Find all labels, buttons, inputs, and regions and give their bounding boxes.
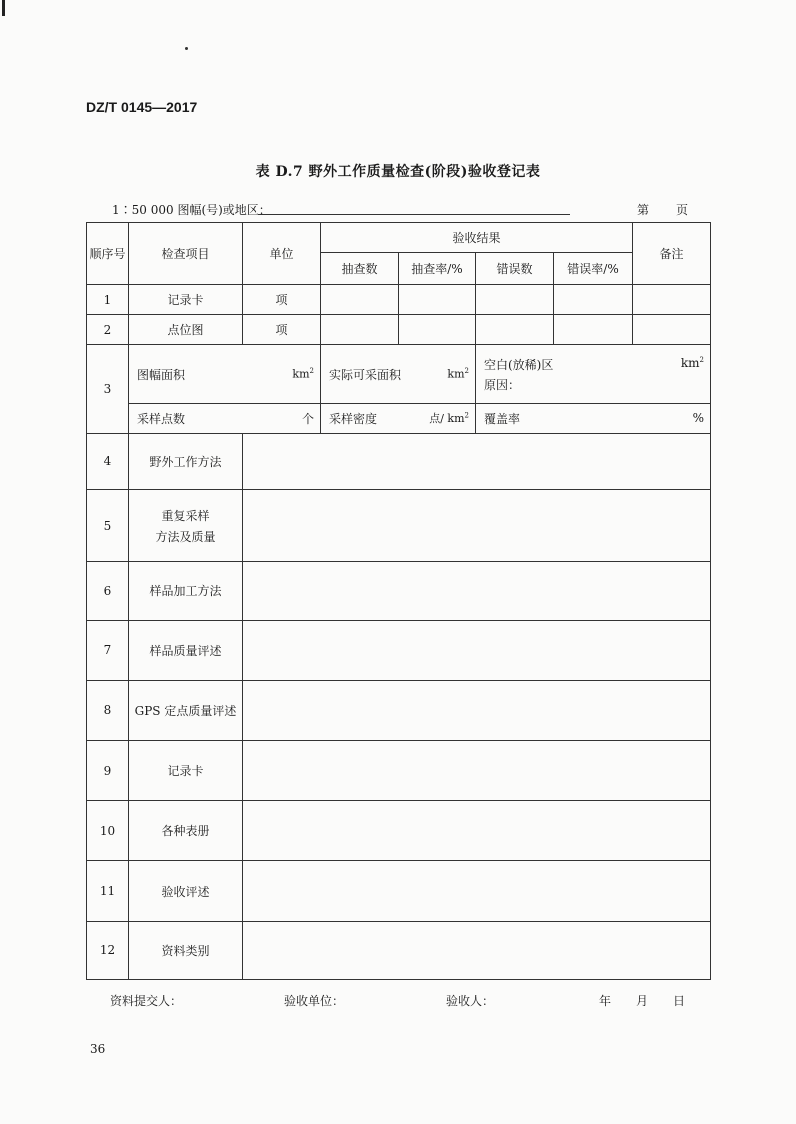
page-label-right: 页 [676,203,689,217]
row-item: 资料类别 [129,921,243,979]
blank-area-label: 空白(放稀)区 [484,357,554,372]
sample-points-label: 采样点数 [137,411,186,426]
table-row-area [87,345,711,403]
row-unit: 项 [243,315,321,345]
table-row [87,285,711,315]
table-row [87,680,711,740]
scan-edge-mark [2,0,5,16]
standard-code: DZ/T 0145—2017 [86,99,198,115]
row-unit: 项 [243,285,321,315]
page-title: 表 D.7 野外工作质量检查(阶段)验收登记表 [255,164,541,180]
cell-error-rate[interactable] [554,315,633,345]
row-number: 7 [87,620,129,680]
row-item: 样品质量评述 [129,620,243,680]
map-area-label: 图幅面积 [137,367,186,382]
coverage-label: 覆盖率 [484,411,521,426]
row-number: 6 [87,562,129,620]
row-content[interactable] [243,861,711,921]
page-label-left: 第 [637,203,650,217]
header-seq: 顺序号 [87,223,129,285]
actual-area-label: 实际可采面积 [329,367,402,382]
acceptance-unit-label: 验收单位： [284,994,345,1008]
scale-area-label: 1∶50 000 图幅(号)或地区： [112,203,271,217]
table-row [87,740,711,800]
reason-label: 原因： [484,377,521,392]
blank-area-unit: $km^2$ [680,355,705,370]
row-item-line2: 方法及质量 [155,529,216,544]
blank-area-cell[interactable] [476,345,711,403]
row-item: GPS 定点质量评述 [129,680,243,740]
row-content[interactable] [243,740,711,800]
row-content[interactable] [243,801,711,861]
table-row [87,921,711,979]
acceptance-register-table [86,222,711,980]
row-item: 验收评述 [129,861,243,921]
sample-density-unit: 点/ $km^2$ [429,411,469,426]
cell-remark[interactable] [633,285,711,315]
page-number: 36 [90,1042,106,1056]
header-sample-count: 抽查数 [321,253,399,285]
coverage-unit: % [692,411,705,426]
map-area-unit: $km^2$ [292,367,314,381]
header-item: 检查项目 [129,223,243,285]
table-row [87,562,711,620]
cell-error-rate[interactable] [554,285,633,315]
row-number: 4 [87,433,129,489]
row-content[interactable] [243,433,711,489]
row-content[interactable] [243,490,711,562]
row-content[interactable] [243,562,711,620]
header-error-count: 错误数 [476,253,554,285]
sample-points-cell[interactable] [129,403,321,433]
day-label: 日 [673,994,686,1008]
row-item: 各种表册 [129,801,243,861]
cell-error-count[interactable] [476,285,554,315]
table-row [87,315,711,345]
scan-dot [185,47,188,50]
table-row [87,801,711,861]
header-sample-rate: 抽查率/% [399,253,476,285]
row-item: 样品加工方法 [129,562,243,620]
row-number: 11 [87,861,129,921]
sample-density-cell[interactable] [321,403,476,433]
coverage-cell[interactable] [476,403,711,433]
cell-sample-rate[interactable] [399,315,476,345]
table-row [87,490,711,562]
table-row [87,620,711,680]
cell-remark[interactable] [633,315,711,345]
row-item: 记录卡 [129,740,243,800]
actual-area-unit: $km^2$ [447,367,469,381]
header-unit: 单位 [243,223,321,285]
sample-points-unit: 个 [301,411,314,426]
row-item: 记录卡 [129,285,243,315]
header-result: 验收结果 [321,223,633,253]
year-label: 年 [599,994,612,1008]
row-content[interactable] [243,620,711,680]
row-number: 1 [87,285,129,315]
row-number: 2 [87,315,129,345]
cell-sample-rate[interactable] [399,285,476,315]
table-row [87,861,711,921]
row-content[interactable] [243,921,711,979]
row-item [129,490,243,562]
header-remark: 备注 [633,223,711,285]
row-number: 5 [87,490,129,562]
acceptor-label: 验收人： [446,994,495,1008]
table-row [87,433,711,489]
header-error-rate: 错误率/% [554,253,633,285]
month-label: 月 [636,994,649,1008]
row-content[interactable] [243,680,711,740]
row-item-line1: 重复采样 [161,508,210,523]
actual-area-cell[interactable] [321,345,476,403]
cell-sample-count[interactable] [321,315,399,345]
cell-error-count[interactable] [476,315,554,345]
scale-area-blank-line [258,214,570,215]
row-item: 野外工作方法 [129,433,243,489]
row-number: 8 [87,680,129,740]
row-item: 点位图 [129,315,243,345]
row-number: 9 [87,740,129,800]
row-number: 3 [87,345,129,433]
row-number: 10 [87,801,129,861]
row-number: 12 [87,921,129,979]
table-row-density [87,403,711,433]
sample-density-label: 采样密度 [329,411,378,426]
cell-sample-count[interactable] [321,285,399,315]
submitter-label: 资料提交人： [110,994,183,1008]
map-area-cell[interactable] [129,345,321,403]
